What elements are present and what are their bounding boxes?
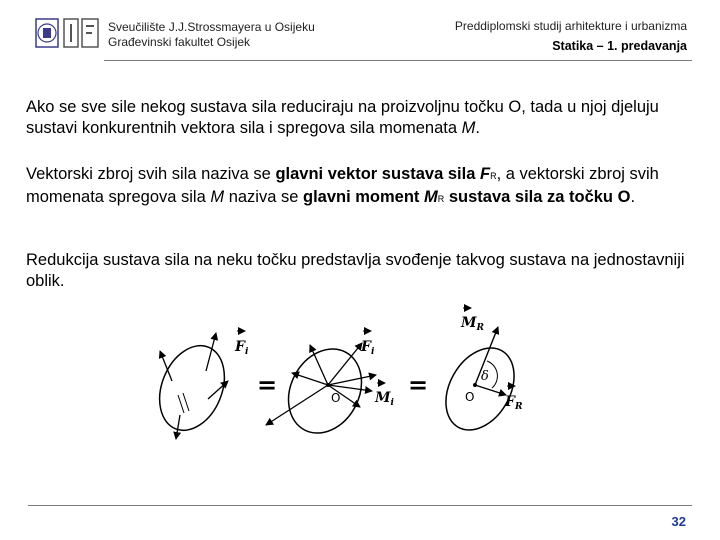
body-with-forces xyxy=(150,331,249,440)
header-divider xyxy=(104,60,692,61)
symbol-fr: F xyxy=(479,165,491,183)
body-resultant xyxy=(432,308,528,442)
paragraph-end: . xyxy=(630,188,636,206)
symbol-m: M xyxy=(461,119,476,137)
point-o xyxy=(326,383,330,387)
paragraph-reduction xyxy=(26,97,698,139)
force-reduction-figure xyxy=(150,303,540,453)
label-fi: $F_i$ xyxy=(235,339,249,357)
paragraph-end: . xyxy=(475,119,480,137)
text-segment: naziva se xyxy=(224,188,303,206)
angle-delta-label: δ xyxy=(481,369,489,384)
rigid-body-ellipse xyxy=(432,336,528,442)
symbol-fr-subscript: R xyxy=(490,171,497,181)
page-number: 32 xyxy=(671,514,686,529)
header-institution xyxy=(108,20,315,50)
force-arrow xyxy=(176,415,180,439)
faculty-logo xyxy=(34,16,100,50)
term-for-point-o: sustava sila za točku O xyxy=(444,188,631,206)
force-arrow xyxy=(292,373,328,385)
equals-sign: = xyxy=(408,371,429,399)
rigid-body-ellipse xyxy=(150,336,236,440)
point-o xyxy=(473,383,477,387)
term-main-moment: glavni moment xyxy=(302,188,425,206)
force-arrow xyxy=(310,345,328,385)
force-arrow xyxy=(208,381,228,399)
paragraph-text: Ako se sve sile nekog sustava sila reduciraju na proizvoljnu točku O, tada u njoj djeluju sustavi konkurentnih vektora sila i spregova sila momenata xyxy=(26,98,659,137)
paragraph-simplification: Redukcija sustava sila na neku točku predstavlja svođenje takvog sustava na jednostavniji oblik. xyxy=(26,251,685,290)
origin-label: O xyxy=(465,390,475,404)
label-fi: $F_i$ xyxy=(361,339,375,357)
university-name: Sveučilište J.J.Strossmayera u Osijeku xyxy=(108,20,315,34)
label-fr: $F_R$ xyxy=(505,394,523,412)
label-mr: $M_R$ xyxy=(461,315,484,333)
lecture-title: Statika – 1. predavanja xyxy=(552,39,687,53)
course-name: Preddiplomski studij arhitekture i urbanizma xyxy=(454,19,687,33)
faculty-name: Građevinski fakultet Osijek xyxy=(108,35,251,49)
label-mi: $M_i$ xyxy=(375,390,394,408)
force-arrow xyxy=(206,333,216,371)
symbol-mr-subscript: R xyxy=(437,194,445,204)
paragraph-definitions xyxy=(26,164,698,210)
origin-label: O xyxy=(331,391,341,405)
term-main-vector: glavni vektor sustava sila xyxy=(275,165,480,183)
equals-sign: = xyxy=(257,371,278,399)
main-vector-arrow xyxy=(475,385,506,395)
text-segment: Vektorski zbroj svih sila naziva se xyxy=(26,165,276,183)
symbol-mr: M xyxy=(424,188,438,206)
footer-divider xyxy=(28,505,692,506)
text-segment: , a vektorski zbroj svih momenata spregova sila xyxy=(26,165,659,206)
hatch-marks xyxy=(178,393,189,413)
symbol-m: M xyxy=(210,188,225,206)
body-reduced-forces xyxy=(266,331,395,446)
